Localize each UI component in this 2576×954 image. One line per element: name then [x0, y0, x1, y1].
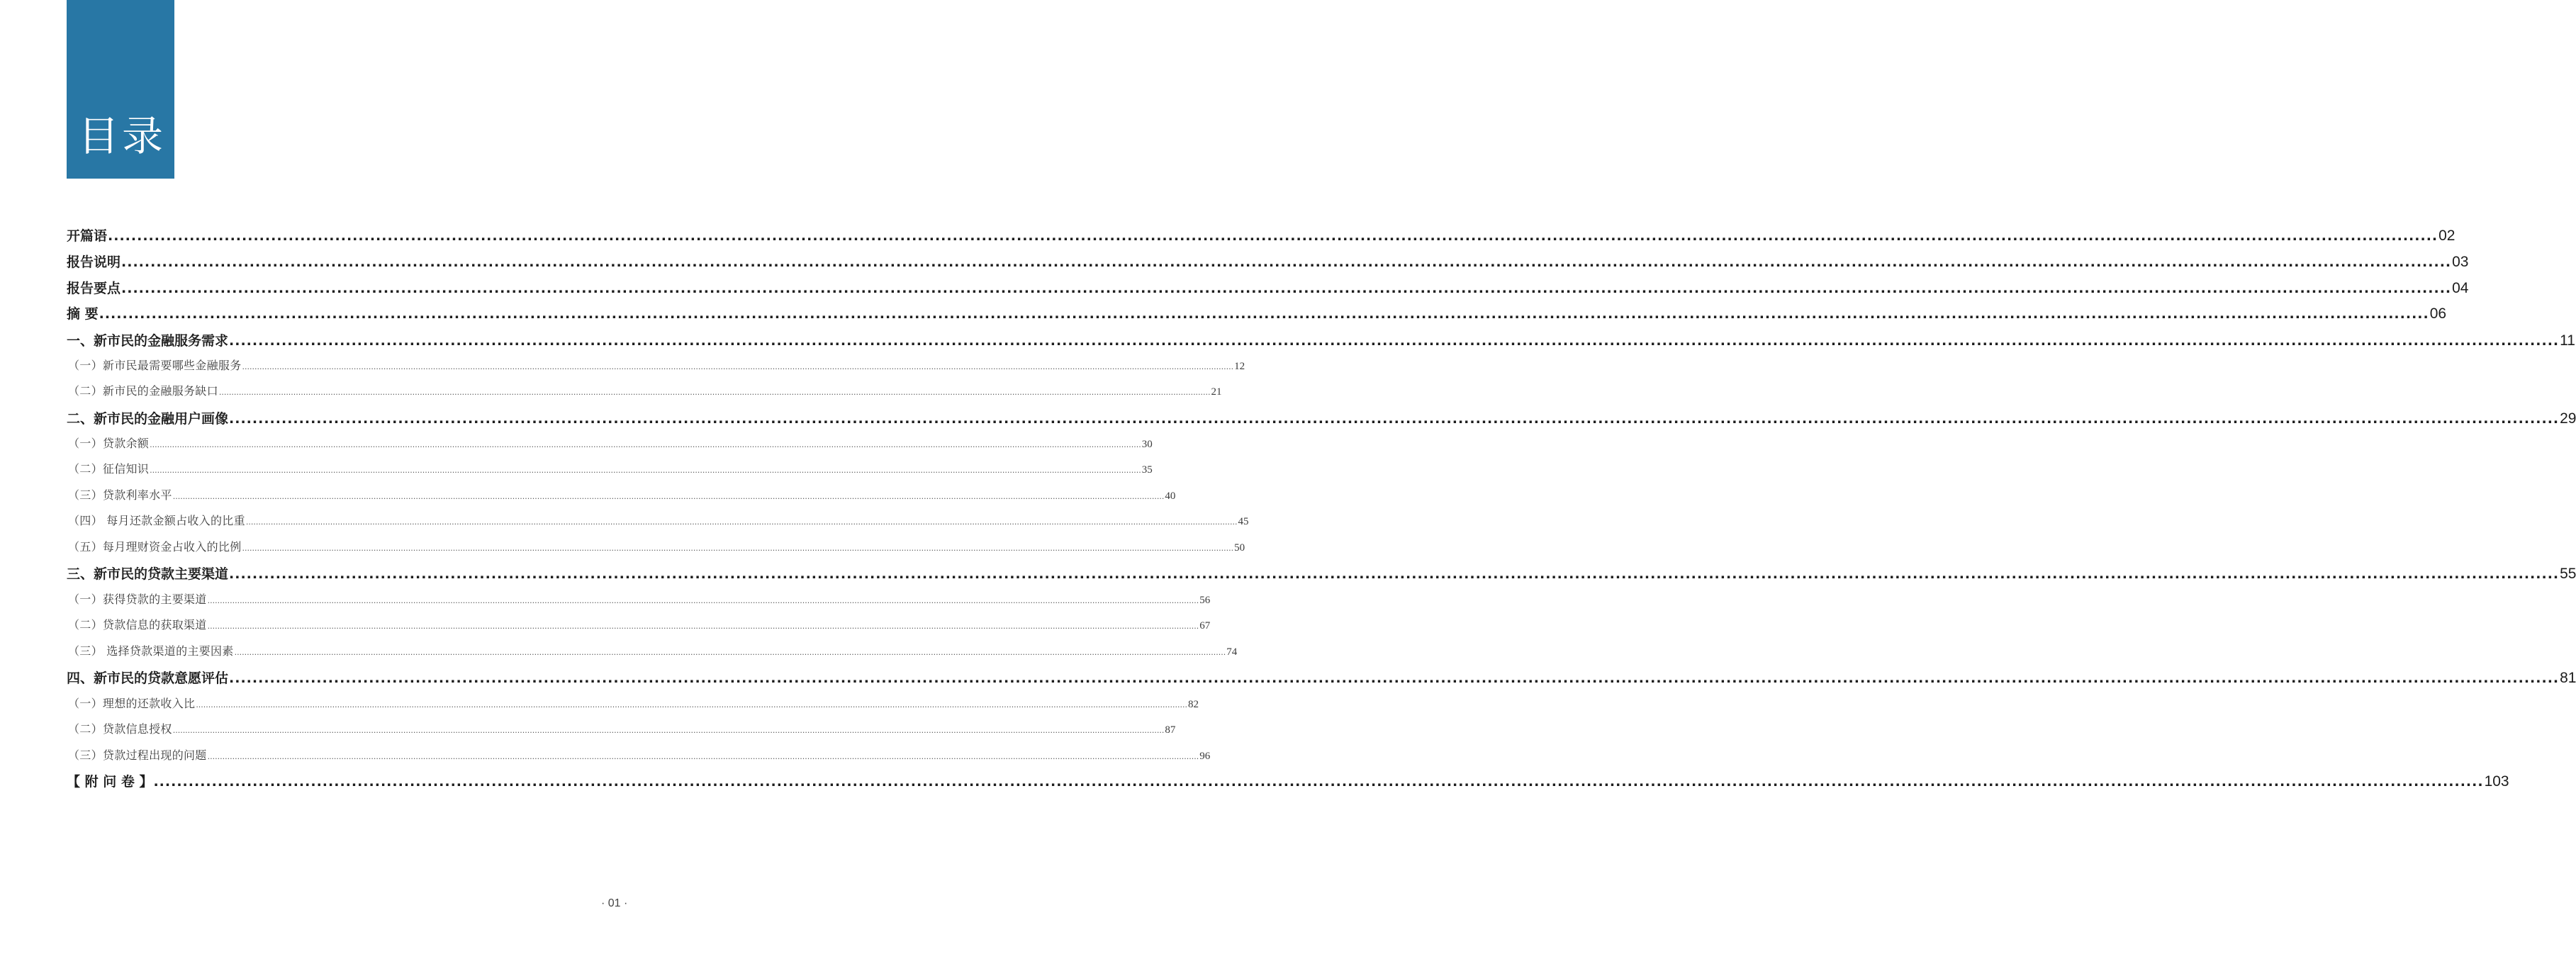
toc-leader-dots: ................................................................................................................................................................................................................................................................................................................................................................................................................	[229, 411, 2560, 427]
toc-entry-page: 96	[1199, 751, 1211, 762]
toc-entry-label: （一）获得贷款的主要渠道	[68, 593, 207, 606]
toc-leader-dots: ................................................................................................................................................................................................................................................................................................................................................................................................................	[218, 388, 1211, 397]
toc-leader-dots: ................................................................................................................................................................................................................................................................................................................................................................................................................	[108, 228, 2438, 244]
toc-leader-dots: ................................................................................................................................................................................................................................................................................................................................................................................................................	[242, 544, 1234, 553]
toc-leader-dots: ................................................................................................................................................................................................................................................................................................................................................................................................................	[172, 492, 1165, 501]
toc-entry-label: 一、新市民的金融服务需求	[67, 333, 229, 349]
toc-entry-page: 82	[1187, 699, 1199, 710]
toc-entry[interactable]	[67, 720, 1176, 739]
toc-entry-label: （一）贷款余额	[68, 437, 150, 450]
toc-entry[interactable]	[67, 303, 2447, 325]
toc-leader-dots: ................................................................................................................................................................................................................................................................................................................................................................................................................	[229, 333, 2560, 349]
toc-entry-page: 30	[1141, 439, 1153, 450]
toc-leader-dots: ................................................................................................................................................................................................................................................................................................................................................................................................................	[207, 596, 1199, 605]
toc-entry-label: 开篇语	[67, 228, 108, 244]
toc-entry-page: 11	[2560, 332, 2575, 349]
toc-entry[interactable]	[67, 616, 1211, 634]
toc-entry-page: 21	[1211, 386, 1222, 398]
toc-entry[interactable]	[67, 486, 1176, 505]
toc-entry-page: 29	[2560, 410, 2576, 427]
toc-entry-label: （二）贷款信息的获取渠道	[68, 618, 207, 632]
toc-entry[interactable]	[67, 434, 1153, 453]
toc-entry[interactable]	[67, 252, 2469, 273]
toc-entry-label: （一）新市民最需要哪些金融服务	[68, 359, 242, 372]
toc-entry-label: 三、新市民的贷款主要渠道	[67, 566, 229, 582]
toc-leader-dots: ................................................................................................................................................................................................................................................................................................................................................................................................................	[99, 306, 2429, 322]
toc-entry-page: 04	[2452, 280, 2469, 296]
toc-entry-label: （一）理想的还款收入比	[68, 697, 196, 710]
toc-leader-dots: ................................................................................................................................................................................................................................................................................................................................................................................................................	[242, 362, 1234, 371]
toc-entry-page: 45	[1238, 516, 1249, 527]
toc-leader-dots: ................................................................................................................................................................................................................................................................................................................................................................................................................	[245, 517, 1238, 527]
toc-entry[interactable]	[67, 382, 1222, 400]
toc-leader-dots: ................................................................................................................................................................................................................................................................................................................................................................................................................	[121, 281, 2452, 296]
toc-entry-label: （三） 选择贷款渠道的主要因素	[68, 644, 234, 658]
toc-entry-page: 74	[1226, 646, 1238, 658]
toc-entry-page: 12	[1234, 361, 1245, 372]
page-title: 目录	[78, 112, 167, 160]
toc-entry[interactable]	[67, 746, 1211, 765]
toc-entry[interactable]	[67, 642, 1238, 661]
toc-entry[interactable]	[67, 278, 2469, 299]
toc-leader-dots: ................................................................................................................................................................................................................................................................................................................................................................................................................	[121, 254, 2452, 270]
toc-leader-dots: ................................................................................................................................................................................................................................................................................................................................................................................................................	[234, 648, 1226, 657]
toc-entry[interactable]	[67, 590, 1211, 609]
toc-entry-page: 103	[2484, 773, 2509, 790]
toc-entry[interactable]	[67, 668, 2576, 689]
toc-leader-dots: ................................................................................................................................................................................................................................................................................................................................................................................................................	[207, 752, 1199, 761]
toc-leader-dots: ................................................................................................................................................................................................................................................................................................................................................................................................................	[172, 726, 1165, 735]
toc-entry[interactable]	[67, 512, 1249, 530]
toc-entry-page: 81	[2560, 670, 2576, 686]
toc-entry-page: 03	[2452, 254, 2469, 270]
toc-leader-dots: ................................................................................................................................................................................................................................................................................................................................................................................................................	[196, 700, 1187, 709]
toc-entry-page: 06	[2429, 305, 2447, 322]
toc-leader-dots: ................................................................................................................................................................................................................................................................................................................................................................................................................	[229, 566, 2560, 582]
toc-entry-page: 56	[1199, 595, 1211, 606]
toc-leader-dots: ................................................................................................................................................................................................................................................................................................................................................................................................................	[153, 774, 2484, 790]
toc-entry[interactable]	[67, 771, 2509, 792]
toc-entry-page: 67	[1199, 620, 1211, 632]
toc-entry-page: 50	[1234, 542, 1245, 554]
toc-leader-dots: ................................................................................................................................................................................................................................................................................................................................................................................................................	[207, 622, 1199, 631]
toc-entry[interactable]	[67, 225, 2455, 247]
toc-entry[interactable]	[67, 538, 1245, 556]
toc-entry[interactable]	[67, 408, 2576, 430]
toc-leader-dots: ................................................................................................................................................................................................................................................................................................................................................................................................................	[150, 440, 1141, 449]
toc-entry-label: 【 附 问 卷 】	[67, 774, 153, 790]
toc-leader-dots: ................................................................................................................................................................................................................................................................................................................................................................................................................	[150, 466, 1141, 475]
toc-entry[interactable]	[67, 695, 1199, 713]
toc-entry-label: （四） 每月还款金额占收入的比重	[68, 514, 245, 527]
toc-entry-label: （二）贷款信息授权	[68, 722, 172, 736]
toc-entry[interactable]	[67, 563, 2576, 585]
toc-entry-label: （三）贷款利率水平	[68, 488, 172, 502]
toc-leader-dots: ................................................................................................................................................................................................................................................................................................................................................................................................................	[229, 670, 2560, 686]
toc-entry-label: 摘 要	[67, 306, 99, 322]
toc-entry[interactable]	[67, 357, 1245, 375]
toc-entry[interactable]	[67, 460, 1153, 478]
toc-entry-label: （二）新市民的金融服务缺口	[68, 384, 218, 398]
toc-entry-page: 35	[1141, 464, 1153, 476]
toc-entry-label: （三）贷款过程出现的问题	[68, 748, 207, 762]
toc-entry-label: 二、新市民的金融用户画像	[67, 411, 229, 427]
toc-entry-label: 报告说明	[67, 254, 121, 270]
toc-entry-label: （五）每月理财资金占收入的比例	[68, 540, 242, 554]
toc-entry-page: 40	[1165, 490, 1176, 502]
page-number: · 01 ·	[601, 897, 628, 909]
toc-entry-label: 四、新市民的贷款意愿评估	[67, 670, 229, 686]
toc-entry-page: 02	[2438, 228, 2455, 244]
toc-entry-label: 报告要点	[67, 281, 121, 296]
toc-entry-label: （二）征信知识	[68, 462, 150, 476]
toc-entry-page: 87	[1165, 724, 1176, 736]
toc-entry-page: 55	[2560, 566, 2576, 582]
toc-entry[interactable]	[67, 330, 2575, 352]
